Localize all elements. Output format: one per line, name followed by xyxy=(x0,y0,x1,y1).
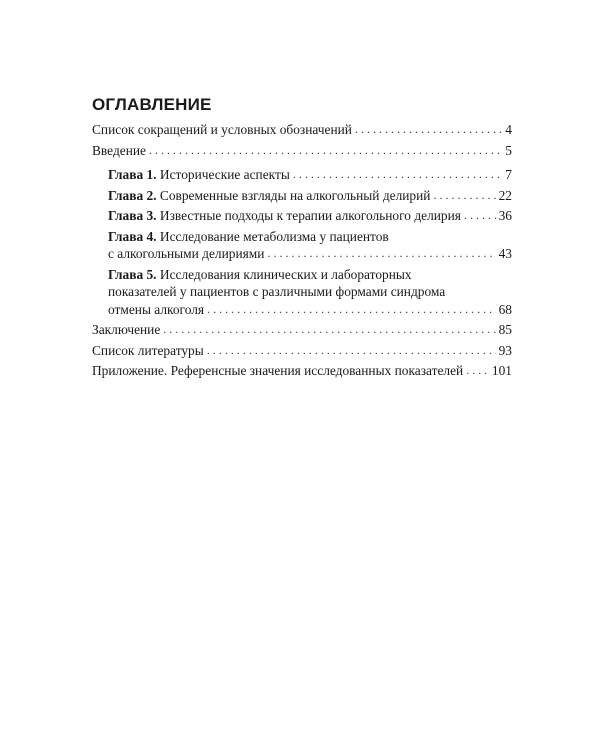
chapter-title: Известные подходы к терапии алкогольного делирия xyxy=(159,208,461,223)
chapter-title-line: с алкогольными делириями xyxy=(108,246,265,261)
leader-dots xyxy=(464,207,496,225)
toc-entry-abbreviations[interactable] xyxy=(92,121,512,139)
toc-entry-references[interactable] xyxy=(92,342,512,360)
toc-entry-conclusion[interactable] xyxy=(92,321,512,339)
toc-entry-page: 5 xyxy=(505,142,512,158)
toc-chapter-3[interactable] xyxy=(92,207,512,225)
chapter-title: Современные взгляды на алкогольный делирий xyxy=(159,187,431,203)
chapter-label: Глава 5. xyxy=(108,266,157,282)
chapter-page: 43 xyxy=(498,246,512,261)
toc-chapter-4[interactable] xyxy=(92,228,512,263)
chapter-title-line: показателей у пациентов с различными формами синдрома xyxy=(108,284,446,299)
chapter-page: 68 xyxy=(498,301,512,317)
chapter-page: 36 xyxy=(498,208,512,223)
leader-dots xyxy=(163,321,495,339)
chapter-label: Глава 2. xyxy=(108,187,157,203)
chapter-label: Глава 3. xyxy=(108,208,157,223)
toc-chapter-2[interactable] xyxy=(92,187,512,205)
toc-entry-introduction[interactable] xyxy=(92,142,512,160)
leader-dots xyxy=(433,187,495,205)
leader-dots xyxy=(355,121,502,139)
toc-entry-text: Приложение. Референсные значения исследованных показателей xyxy=(92,363,464,378)
toc-entry-page: 101 xyxy=(491,363,512,378)
leader-dots xyxy=(466,362,489,380)
leader-dots xyxy=(207,301,496,319)
toc-entry-appendix[interactable] xyxy=(92,362,512,380)
toc-entry-text: Введение xyxy=(92,142,146,158)
chapter-title-line: отмены алкоголя xyxy=(108,301,205,317)
toc-entry-page: 85 xyxy=(498,322,512,337)
chapter-title-line: Исследования клинических и лабораторных xyxy=(159,266,412,282)
table-of-contents xyxy=(92,94,512,383)
toc-entry-page: 4 xyxy=(505,122,512,137)
chapter-label: Глава 4. xyxy=(108,228,157,244)
chapter-page: 7 xyxy=(505,167,512,182)
leader-dots xyxy=(149,142,502,160)
toc-entry-text: Список литературы xyxy=(92,342,204,358)
chapter-label: Глава 1. xyxy=(108,167,157,182)
chapter-title-line: Исследование метаболизма у пациентов xyxy=(159,228,389,244)
leader-dots xyxy=(293,166,502,184)
leader-dots xyxy=(207,342,496,360)
toc-entry-text: Заключение xyxy=(92,322,161,337)
toc-entry-page: 93 xyxy=(498,342,512,358)
toc-chapter-1[interactable] xyxy=(92,166,512,184)
toc-entry-text: Список сокращений и условных обозначений xyxy=(92,122,352,137)
leader-dots xyxy=(267,245,495,263)
toc-chapter-5[interactable] xyxy=(92,266,512,319)
chapter-page: 22 xyxy=(498,187,512,203)
toc-title: ОГЛАВЛЕНИЕ xyxy=(92,95,212,114)
chapter-title: Исторические аспекты xyxy=(159,167,290,182)
toc-list xyxy=(92,121,512,380)
